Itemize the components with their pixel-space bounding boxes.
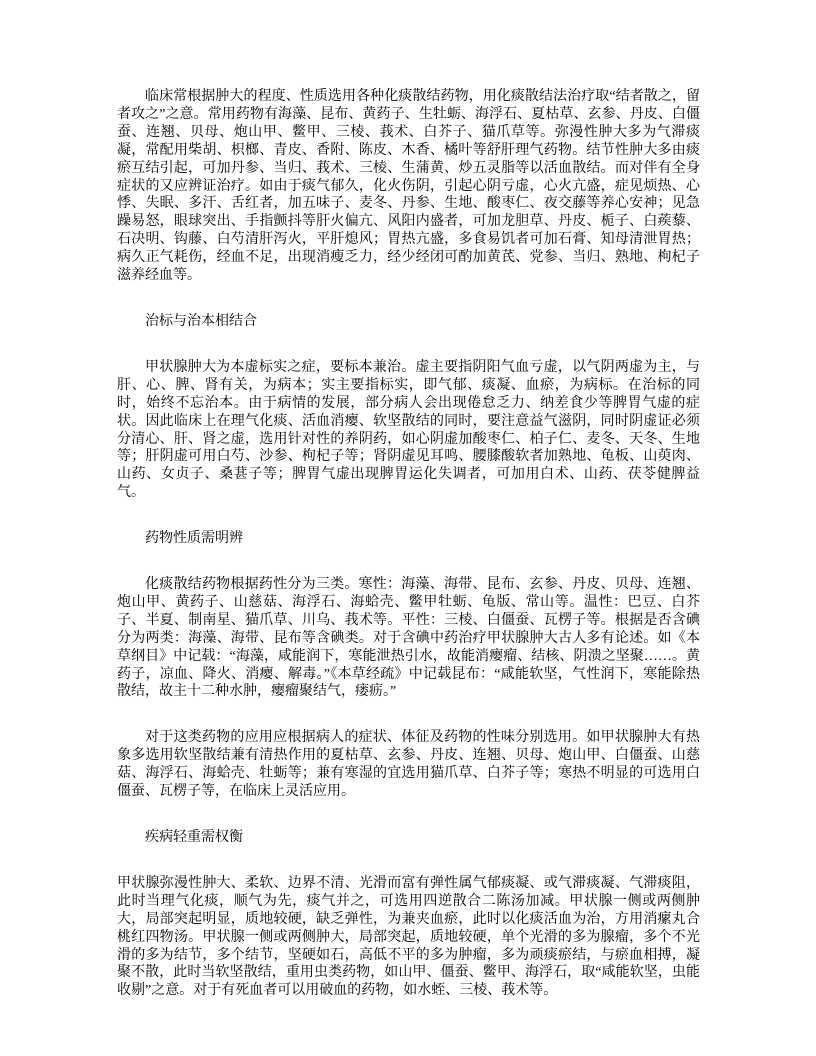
paragraph-drug-categories: 化痰散结药物根据药性分为三类。寒性：海藻、海带、昆布、玄参、丹皮、贝母、连翘、炮山甲、黄药子、山慈菇、海浮石、海蛤壳、鳖甲牡蛎、龟版、常山等。温性：巴豆、白芥子、半夏、制南星、猫爪草、川乌、莪术等。平性：三棱、白僵蚕、瓦楞子等。根据是否含碘分为两类：海藻、海带、昆布等含碘类。对于含碘中药治疗甲状腺肿大古人多有论述。如《本草纲目》中记载：“海藻，咸能润下，寒能泄热引水，故能消瘿瘤、结核、阴溃之坚聚……。黄药子，凉血、降火、消瘿、解毒。”《本草经疏》中记载昆布：“咸能软坚，气性润下，寒能除热散结，故主十二种水肿，瘿瘤聚结气，瘘疬。” [117,577,700,700]
paragraph-disease-severity: 甲状腺弥漫性肿大、柔软、边界不清、光滑而富有弹性属气郁痰凝、或气滞痰凝、气滞痰阻，此时当理气化痰，顺气为先，痰气并之，可选用四逆散合二陈汤加减。甲状腺一侧或两侧肿大，局部突起明显，质地较硬，缺乏弹性，为兼夹血瘀，此时以化痰活血为治，方用消瘰丸合桃红四物汤。甲状腺一侧或两侧肿大，局部突起，质地较硬，单个光滑的多为腺瘤，多个不光滑的多为结节，多个结节，坚硬如石，高低不平的多为肿瘤，多为顽痰瘀结，与瘀血相搏，凝聚不散，此时当软坚散结，重用虫类药物，如山甲、僵蚕、鳖甲、海浮石，取“咸能软坚，虫能收剔”之意。对于有死血者可以用破血的药物，如水蛭、三棱、莪术等。 [117,875,700,999]
section-heading-disease-severity: 疾病轻重需权衡 [145,830,243,845]
paragraph-drug-application: 对于这类药物的应用应根据病人的症状、体征及药物的性味分别选用。如甲状腺肿大有热象多选用软坚散结兼有清热作用的夏枯草、玄参、丹皮、连翘、贝母、炮山甲、白僵蚕、山慈菇、海浮石、海蛤壳、牡蛎等；兼有寒湿的宜选用猫爪草、白芥子等；寒热不明显的可选用白僵蚕、瓦楞子等，在临床上灵活应用。 [117,730,700,800]
section-heading-biao-ben: 治标与治本相结合 [145,313,257,329]
paragraph-treatment-dispersing: 临床常根据肿大的程度、性质选用各种化痰散结药物，用化痰散结法治疗取“结者散之，留者攻之”之意。常用药物有海藻、昆布、黄药子、生牡蛎、海浮石、夏枯草、玄参、丹皮、白僵蚕、连翘、贝母、炮山甲、鳖甲、三棱、莪术、白芥子、猫爪草等。弥漫性肿大多为气滞痰凝，常配用柴胡、枳榔、青皮、香附、陈皮、木香、橘叶等舒肝理气药物。结节性肿大多由痰瘀互结引起，可加丹参、当归、莪术、三棱、生蒲黄、炒五灵脂等以活血散结。而对伴有全身症状的又应辨证治疗。如由于痰气郁久，化火伤阴，引起心阴亏虚，心火亢盛，症见烦热、心悸、失眠、多汗、舌红者，加五味子、麦冬、丹参、生地、酸枣仁、夜交藤等养心安神；见急躁易怒，眼球突出、手指颤抖等肝火偏亢、风阳内盛者，可加龙胆草、丹皮、栀子、白蒺藜、石决明、钩藤、白芍清肝泻火，平肝熄风；胃热亢盛，多食易饥者可加石膏、知母清泄胃热；病久正气耗伤，经血不足，出现消瘦乏力，经少经闭可酌加黄芪、党参、当归、熟地、枸杞子滋养经血等。 [117,89,700,284]
paragraph-biao-ben: 甲状腺肿大为本虚标实之症，要标本兼治。虚主要指阴阳气血亏虚，以气阴两虚为主，与肝、心、脾、肾有关，为病本；实主要指标实，即气郁、痰凝、血瘀，为病标。在治标的同时，始终不忘治本。由于病情的发展，部分病人会出现倦怠乏力、纳差食少等脾胃气虚的症状。因此临床上在理气化痰、活血消瘿、软坚散结的同时，要注意益气滋阴，同时阴虚证必须分清心、肝、肾之虚，选用针对性的养阴药，如心阴虚加酸枣仁、柏子仁、麦冬、天冬、生地等；肝阴虚可用白芍、沙参、枸杞子等；肾阴虚见耳鸣、腰膝酸软者加熟地、龟板、山萸肉、山药、女贞子、桑葚子等；脾胃气虚出现脾胃运化失调者，可加用白术、山药、茯苓健脾益气。 [117,359,700,501]
section-heading-drug-properties: 药物性质需明辨 [145,531,243,547]
